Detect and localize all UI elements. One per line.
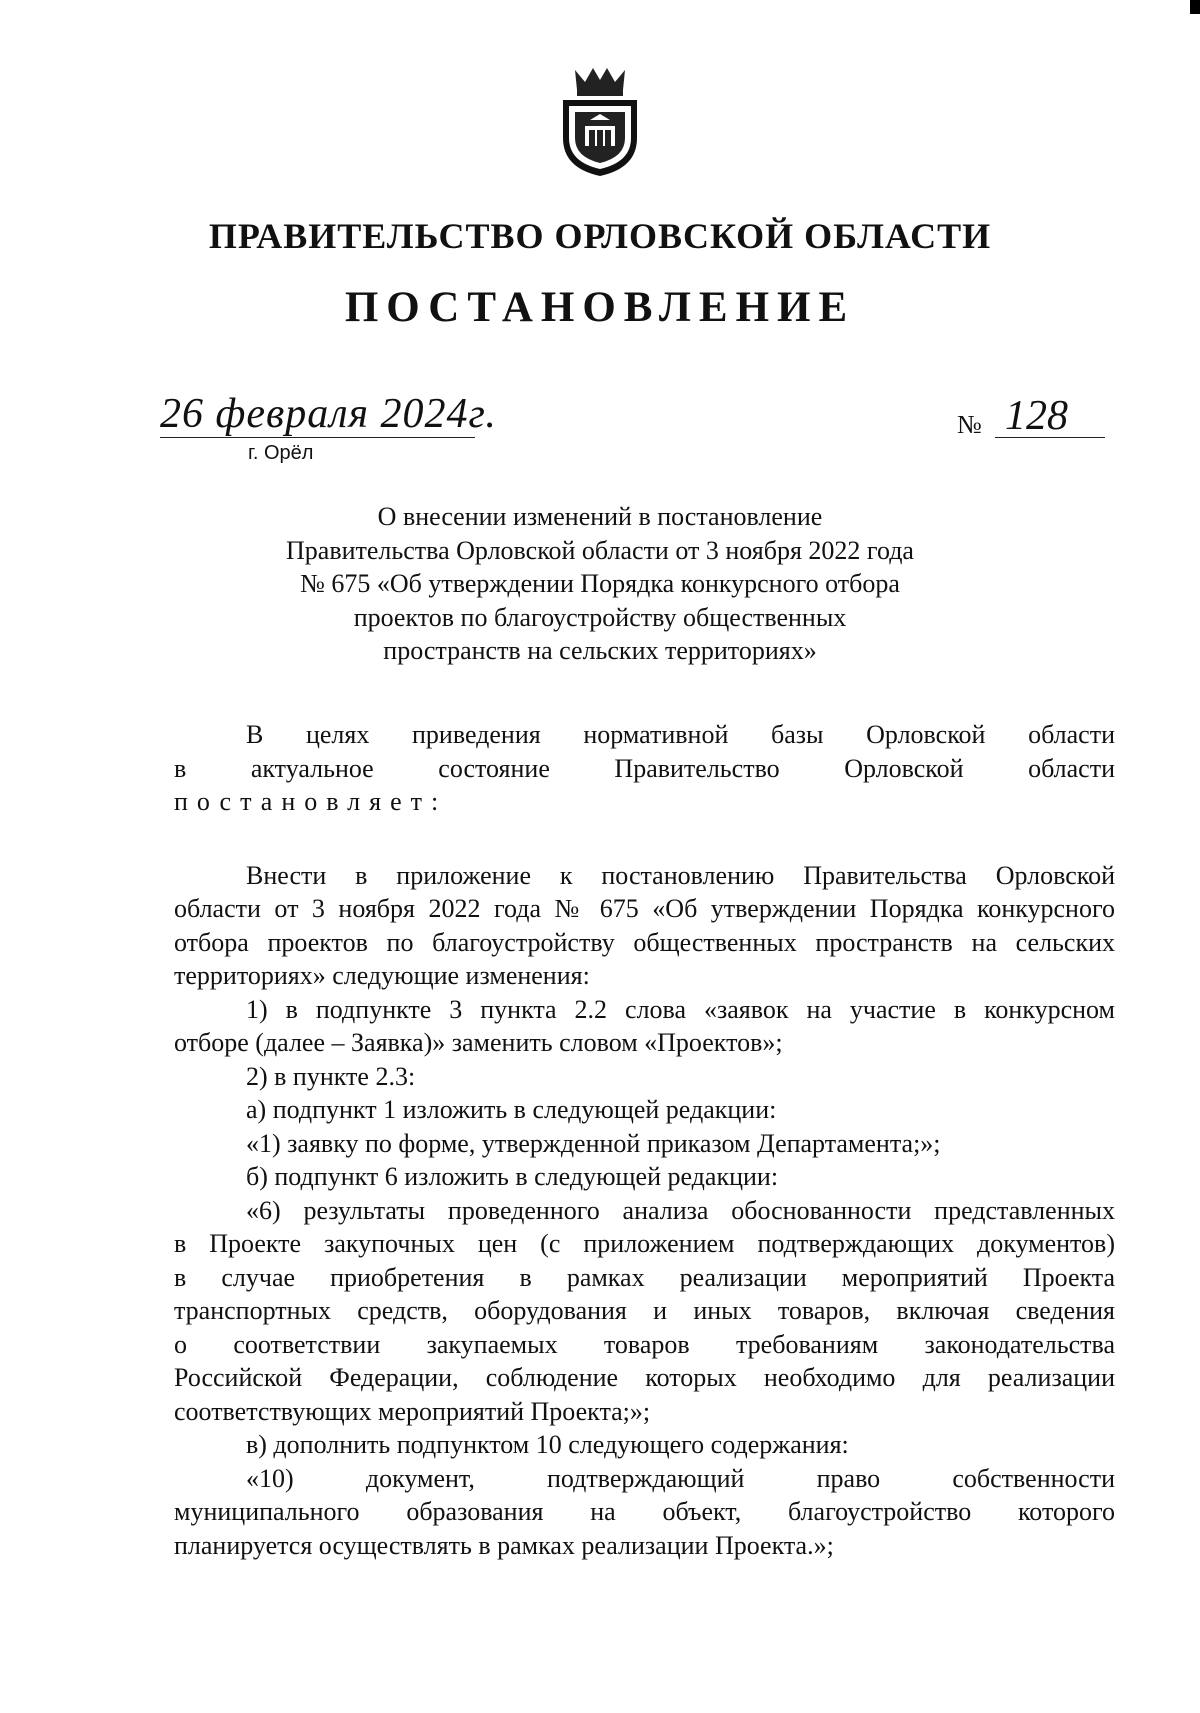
subject-line: № 675 «Об утверждении Порядка конкурсного отбора [300,569,900,598]
item-1 [174,993,1115,1060]
scan-corner-mark [1190,0,1200,14]
decree-number: 128 [1005,393,1068,439]
text-line: транспортных средств, оборудования и иных товаров, включая сведения [174,1296,1115,1325]
decree-subject [0,500,1200,668]
text-line: Российской Федерации, соблюдение которых необходимо для реализации [174,1363,1115,1392]
government-title: ПРАВИТЕЛЬСТВО ОРЛОВСКОЙ ОБЛАСТИ [208,216,992,256]
main-clause [174,859,1115,993]
text-line: Внести в приложение к постановлению Правительства Орловской [246,860,1115,890]
text-line: в случае приобретения в рамках реализации мероприятий Проекта [174,1262,1115,1292]
text-line: территориях» следующие изменения: [174,961,590,990]
text-line: отборе (далее – Заявка)» заменить словом «Проектов»; [174,1028,783,1057]
subject-line: пространств на сельских территориях» [383,636,817,665]
number-label: № [957,410,982,439]
item-2a: а) подпункт 1 изложить в следующей редакции: [246,1095,777,1124]
text-line: отбора проектов по благоустройству общественных пространств на сельских [174,927,1115,957]
city-label: г. Орёл [248,442,314,464]
preamble [174,718,1115,819]
text-line: 1) в подпункте 3 пункта 2.2 слова «заявок на участие в конкурсном [246,994,1115,1024]
text-line: муниципального образования на объект, благоустройство которого [174,1497,1115,1526]
text-line: «6) результаты проведенного анализа обоснованности представленных [246,1195,1115,1225]
item-2b-text [174,1194,1115,1429]
text-line: о соответствии закупаемых товаров требованиям законодательства [174,1329,1115,1359]
text-line: планируется осуществлять в рамках реализации Проекта.»; [174,1530,834,1560]
number-underline [995,437,1105,438]
item-2: 2) в пункте 2.3: [246,1061,416,1091]
decree-body [174,718,1115,1562]
document-type-title: ПОСТАНОВЛЕНИЕ [344,284,856,331]
date-underline [160,437,475,438]
item-2b: б) подпункт 6 изложить в следующей редакции: [246,1162,779,1191]
item-2c-text [174,1462,1115,1563]
item-2a-text: «1) заявку по форме, утвержденной приказом Департамента;»; [246,1128,941,1158]
text-line: области от 3 ноября 2022 года № 675 «Об утверждении Порядка конкурсного [174,894,1115,923]
text-line: соответствующих мероприятий Проекта;»; [174,1396,651,1426]
decree-date: 26 февраля 2024г. [160,391,497,437]
subject-line: О внесении изменений в постановление [377,502,823,531]
subject-line: Правительства Орловской области от 3 ноября 2022 года [286,535,914,565]
preamble-line: В целях приведения нормативной базы Орловской области [246,720,1115,749]
preamble-line: в актуальное состояние Правительство Орловской области [174,753,1115,783]
item-2c: в) дополнить подпунктом 10 следующего содержания: [246,1430,849,1459]
orel-oblast-coat-of-arms-icon [555,60,645,180]
text-line: в Проекте закупочных цен (с приложением подтверждающих документов) [174,1229,1115,1258]
preamble-line: постановляет: [174,787,448,816]
text-line: «10) документ, подтверждающий право собственности [246,1463,1115,1493]
subject-line: проектов по благоустройству общественных [353,602,847,632]
